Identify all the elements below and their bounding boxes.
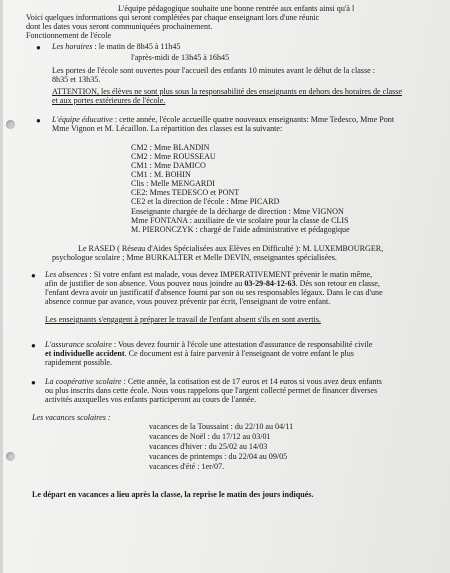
class-item: CE2 et la direction de l'école : Mme PICARD bbox=[131, 197, 280, 206]
vacances-label: Les vacances scolaires : bbox=[32, 413, 111, 422]
class-item: Mme FONTANA : auxiliaire de vie scolaire pour la classe de CLIS bbox=[131, 216, 349, 225]
absences-line-2: afin de justifier de son absence. Vous pouvez nous joindre au 03-29-84-12-63. Dès son retour en classe, bbox=[45, 279, 380, 288]
absences-line-4: absence connue par avance, vous pouvez prévenir par écrit, l'enseignant de votre enfant. bbox=[45, 297, 331, 306]
punch-hole bbox=[6, 452, 15, 461]
section-title: Fonctionnement de l'école bbox=[26, 31, 112, 40]
intro-line-3: dont les dates vous seront communiquées prochainement. bbox=[26, 22, 213, 31]
class-item: CM1 : Mme DAMICO bbox=[131, 161, 206, 170]
coop-line-2: ou plus inscrits dans cette école. Nous vous rappelons que l'argent collecté permet de financer diverses bbox=[45, 386, 378, 395]
rased-line-2: psychologue scolaire ; Mme BURKALTER et Melle DEVIN, enseignantes spécialisées. bbox=[52, 253, 337, 262]
class-item: CM2 : Mme ROUSSEAU bbox=[131, 152, 216, 161]
phone-number: 03-29-84-12-63 bbox=[244, 279, 296, 288]
coop-label: La coopérative scolaire bbox=[45, 377, 122, 386]
punch-hole bbox=[6, 120, 15, 129]
bullet-icon: ● bbox=[31, 341, 36, 350]
class-item: CE2: Mmes TEDESCO et PONT bbox=[131, 188, 240, 197]
class-item: CM2 : Mme BLANDIN bbox=[131, 143, 210, 152]
bullet-icon: ● bbox=[31, 271, 36, 280]
class-item: M. PIERONCZYK : chargé de l'aide administrative et pédagogique bbox=[131, 225, 350, 234]
intro-line-2: Voici quelques informations qui seront complétées par chaque enseignant lors d'une réunic bbox=[26, 13, 320, 22]
absences-line-1: Les absences : Si votre enfant est malade, vous devez IMPERATIVEMENT prévenir le matin même, bbox=[45, 270, 373, 279]
assurance-label: L'assurance scolaire bbox=[45, 340, 112, 349]
bullet-icon: ● bbox=[36, 43, 41, 52]
class-item: CM1 : M. BOHIN bbox=[131, 170, 191, 179]
coop-line-3: activités auxquelles vos enfants participeront au cours de l'année. bbox=[45, 395, 257, 404]
absences-line-3: l'enfant devra avoir un justificatif d'absence fourni par son ou ses responsables légaux. Dans le cas d'une bbox=[45, 288, 383, 297]
intro-line-1: L'équipe pédagogique souhaite une bonne rentrée aux enfants ainsi qu'à l bbox=[118, 4, 355, 13]
footer-note: Le départ en vacances a lieu après la classe, la reprise le matin des jours indiqués. bbox=[32, 490, 314, 499]
equipe-line-1: L'équipe éducative : cette année, l'école accueille quatre nouveaux enseignants: Mme Tedesco, Mme Pont bbox=[52, 115, 395, 124]
coop-line-1: La coopérative scolaire : Cette année, la cotisation est de 17 euros et 14 euros si vous avez deux enfants bbox=[45, 377, 382, 386]
rased-line-1: Le RASED ( Réseau d'Aides Spécialisées aux Elèves en Difficulté ): M. LUXEMBOURGER, bbox=[78, 244, 384, 253]
vacances-item: vacances de Noël : du 17/12 au 03/01 bbox=[149, 432, 271, 441]
horaires-line-4: 8h35 et 13h35. bbox=[52, 75, 101, 84]
class-item: Enseignante chargée de la décharge de direction : Mme VIGNON bbox=[131, 207, 344, 216]
horaires-line-1: Les horaires : le matin de 8h45 à 11h45 bbox=[52, 42, 181, 51]
attention-line-2: et aux portes extérieures de l'école. bbox=[52, 96, 166, 105]
equipe-label: L'équipe éducative bbox=[52, 115, 113, 124]
bullet-icon: ● bbox=[31, 378, 36, 387]
vacances-item: vacances de la Toussaint : du 22/10 au 04/11 bbox=[149, 422, 294, 431]
horaires-label: Les horaires bbox=[52, 42, 93, 51]
absences-label: Les absences bbox=[45, 270, 88, 279]
assurance-line-3: rapidement possible. bbox=[45, 358, 112, 367]
attention-line-1: ATTENTION, les élèves ne sont plus sous la responsabilité des enseignants en dehors des horaires de classe bbox=[52, 87, 402, 96]
vacances-item: vacances de printemps : du 22/04 au 09/05 bbox=[149, 452, 288, 461]
assurance-line-2: et individuelle accident. Ce document est à faire parvenir à l'enseignant de votre enfant le plus bbox=[45, 349, 354, 358]
class-item: Clis : Melle MENGARDI bbox=[131, 179, 215, 188]
horaires-line-3: Les portes de l'école sont ouvertes pour l'accueil des enfants 10 minutes avant le début de la classe : bbox=[52, 66, 375, 75]
horaires-line-2: l'après-midi de 13h45 à 16h45 bbox=[131, 53, 230, 62]
assurance-line-1: L'assurance scolaire : Vous devez fournir à l'école une attestation d'assurance de responsabilité civile bbox=[45, 340, 373, 349]
absences-engagement: Les enseignants s'engagent à préparer le travail de l'enfant absent s'ils en sont avertis. bbox=[45, 315, 321, 324]
vacances-item: vacances d'hiver : du 25/02 au 14/03 bbox=[149, 442, 268, 451]
equipe-line-2: Mme Vignon et M. Lécaillon. La répartition des classes est la suivante: bbox=[52, 124, 283, 133]
page-edge bbox=[0, 0, 3, 573]
vacances-item: vacances d'été : 1er/07. bbox=[149, 462, 225, 471]
bullet-icon: ● bbox=[36, 116, 41, 125]
